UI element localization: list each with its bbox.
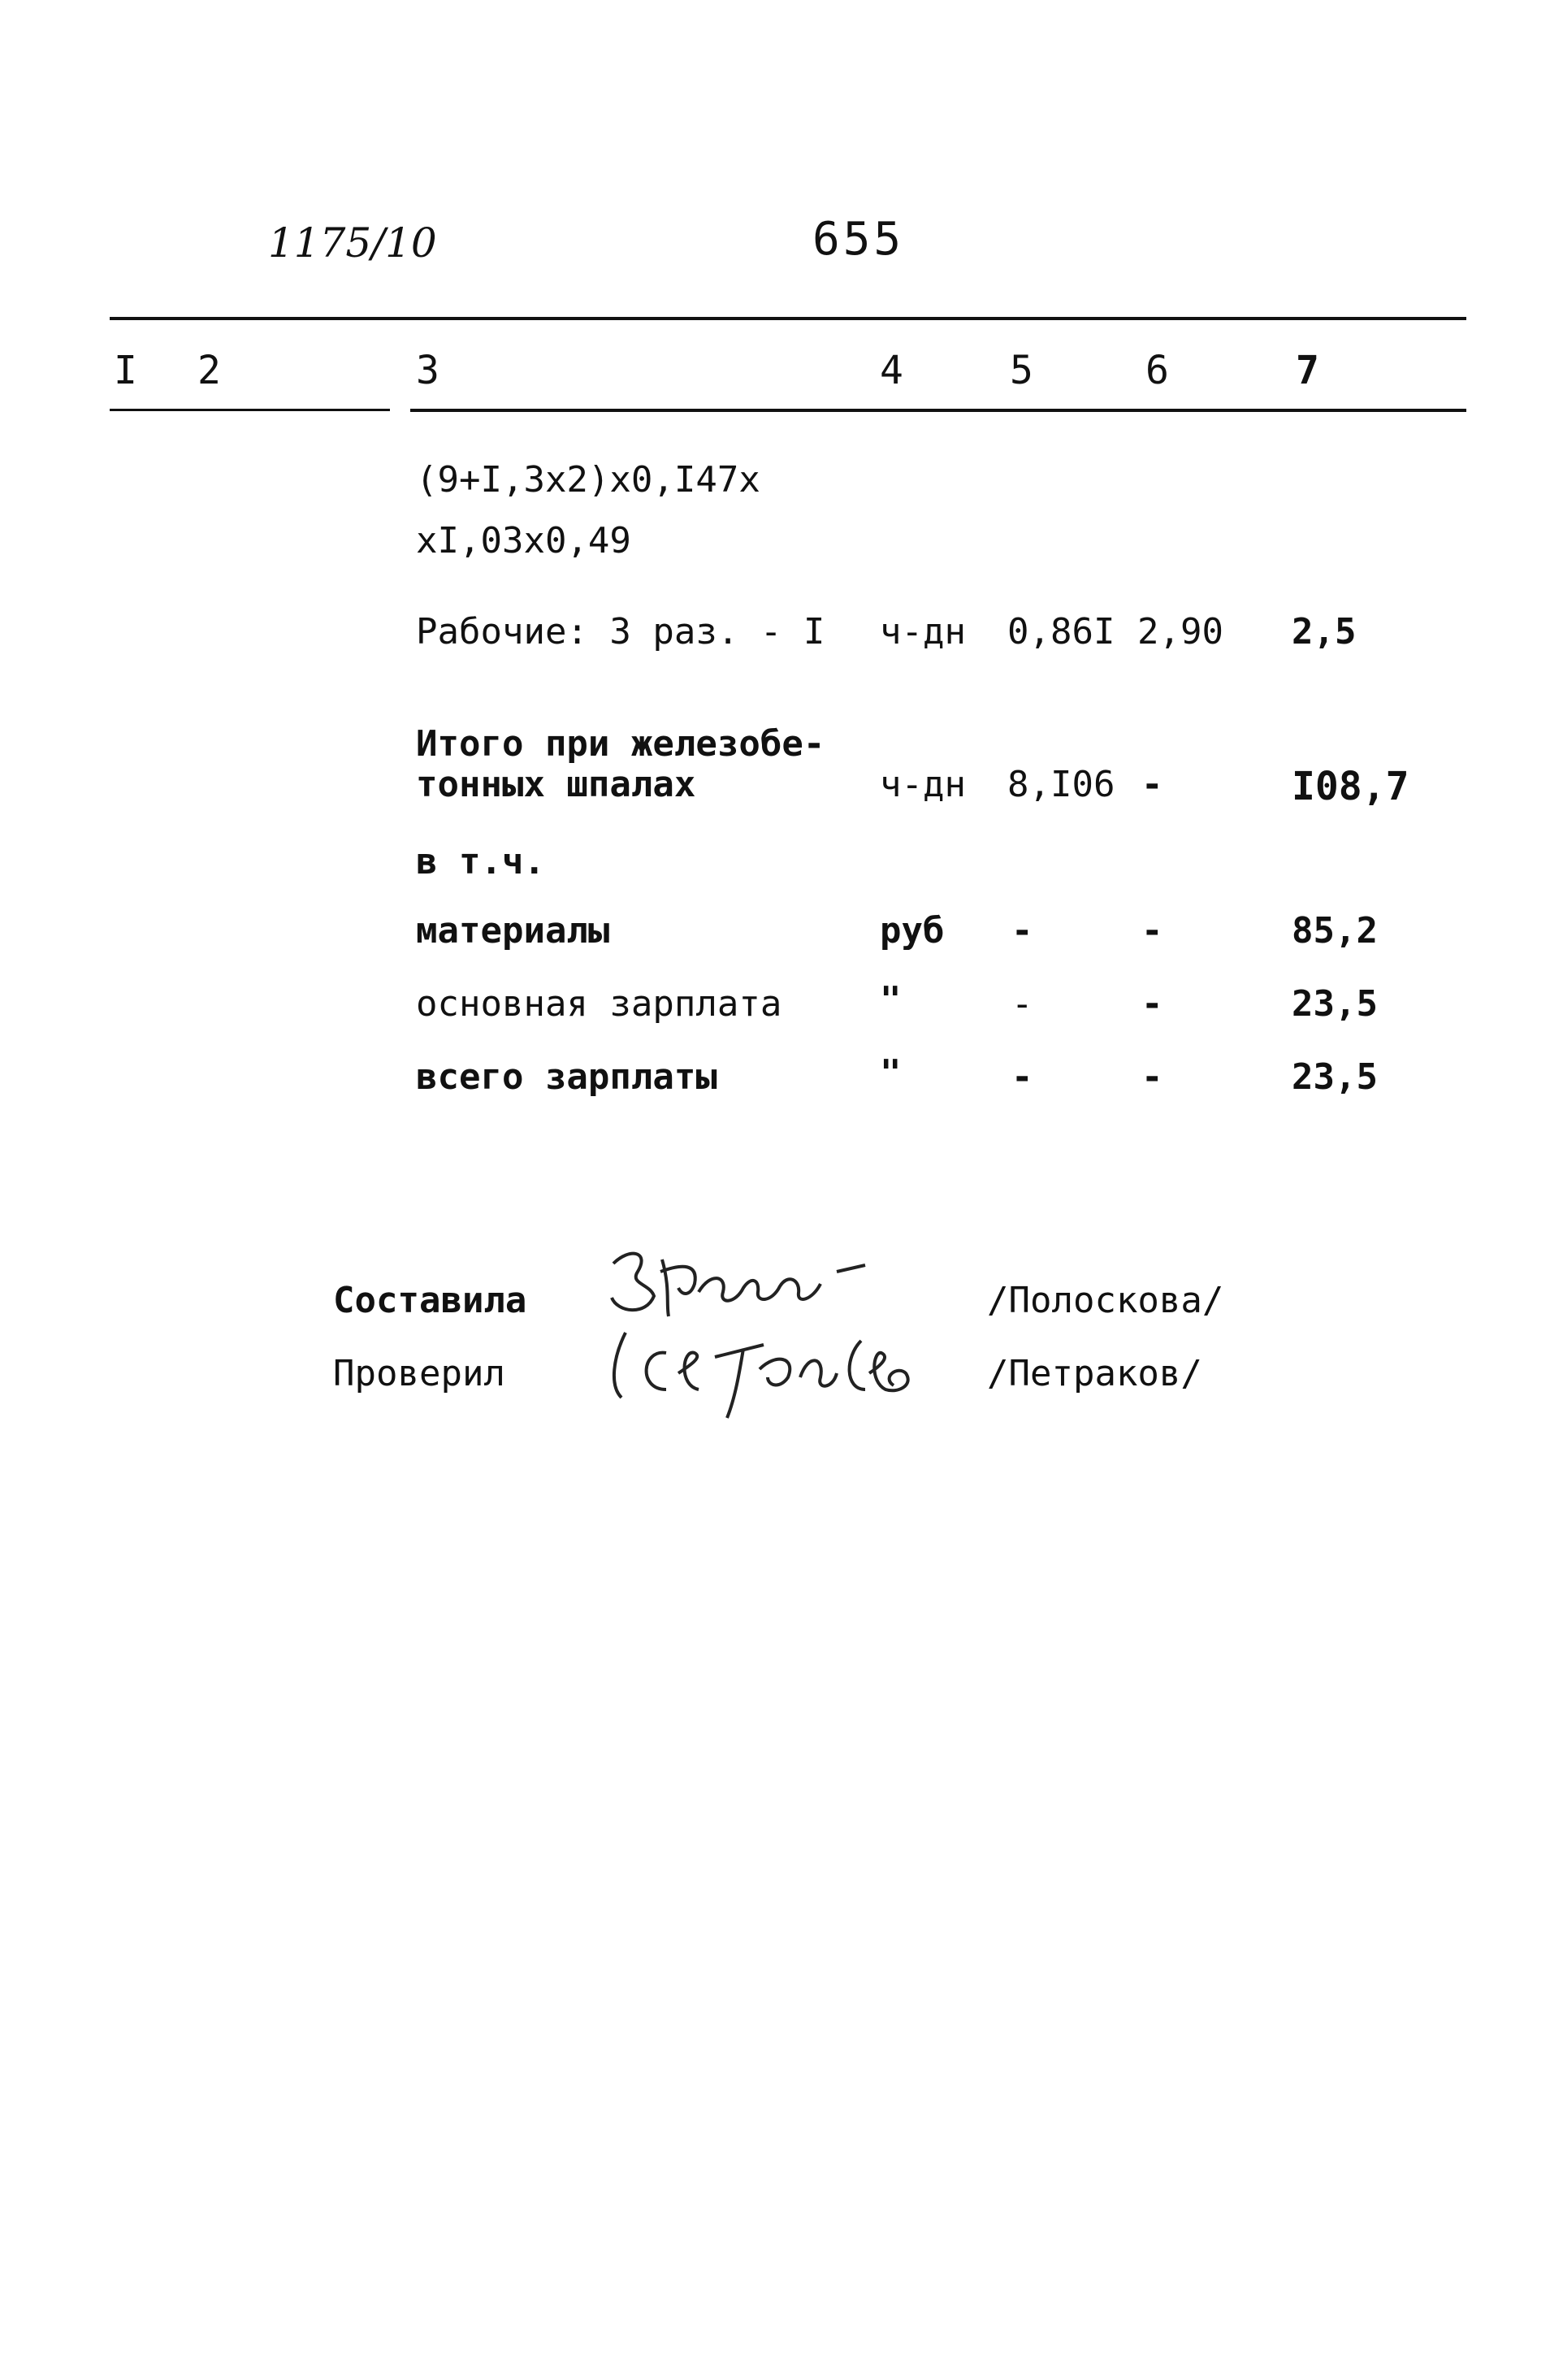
compiled-by-name: /Полоскова/ — [987, 1280, 1224, 1321]
row-unit: " — [880, 979, 902, 1021]
row-col5: 8,I06 — [1007, 764, 1115, 805]
compiled-by-label: Составила — [333, 1280, 527, 1321]
row-col5: 0,86I — [1007, 611, 1115, 652]
row-unit: руб — [880, 910, 945, 952]
row-col7: 85,2 — [1292, 910, 1378, 952]
column-header-1: I — [114, 348, 137, 393]
row-description: Рабочие: 3 раз. - I — [416, 611, 825, 652]
checked-by-label: Проверил — [333, 1353, 505, 1394]
row-col5: - — [1011, 983, 1033, 1025]
row-col6: - — [1141, 910, 1163, 952]
row-description-line-1: Итого при железобе- — [416, 723, 825, 765]
formula-line-1: (9+I,3x2)x0,I47x — [416, 459, 760, 501]
row-col5: - — [1011, 1056, 1033, 1098]
row-unit: ч-дн — [880, 764, 966, 805]
row-description: в т.ч. — [416, 841, 545, 882]
column-header-4: 4 — [880, 348, 903, 393]
row-description-line-2: тонных шпалах — [416, 764, 696, 805]
row-description: материалы — [416, 910, 610, 952]
row-col5: - — [1011, 910, 1033, 952]
row-col6: - — [1141, 983, 1163, 1025]
row-col7: I08,7 — [1292, 764, 1409, 809]
formula-line-2: xI,03x0,49 — [416, 520, 631, 561]
row-unit: ч-дн — [880, 611, 966, 652]
header-bottom-rule-right — [410, 409, 1466, 412]
column-header-2: 2 — [197, 348, 221, 393]
signature-handwritten-2 — [601, 1308, 926, 1422]
row-col6: 2,90 — [1137, 611, 1223, 652]
row-col7: 23,5 — [1292, 983, 1378, 1025]
row-unit: " — [880, 1052, 902, 1094]
header-bottom-rule-left — [110, 409, 390, 411]
column-header-6: 6 — [1145, 348, 1169, 393]
checked-by-name: /Петраков/ — [987, 1353, 1202, 1394]
row-description: всего зарплаты — [416, 1056, 717, 1098]
column-header-5: 5 — [1010, 348, 1033, 393]
row-col7: 2,5 — [1292, 611, 1357, 652]
document-code: 1175/10 — [268, 219, 437, 267]
column-header-3: 3 — [416, 348, 439, 393]
row-col6: - — [1141, 764, 1163, 805]
column-header-7: 7 — [1296, 348, 1319, 393]
row-col6: - — [1141, 1056, 1163, 1098]
row-description: основная зарплата — [416, 983, 782, 1025]
row-col7: 23,5 — [1292, 1056, 1378, 1098]
page-number: 655 — [812, 213, 905, 266]
table-top-rule — [110, 317, 1466, 320]
